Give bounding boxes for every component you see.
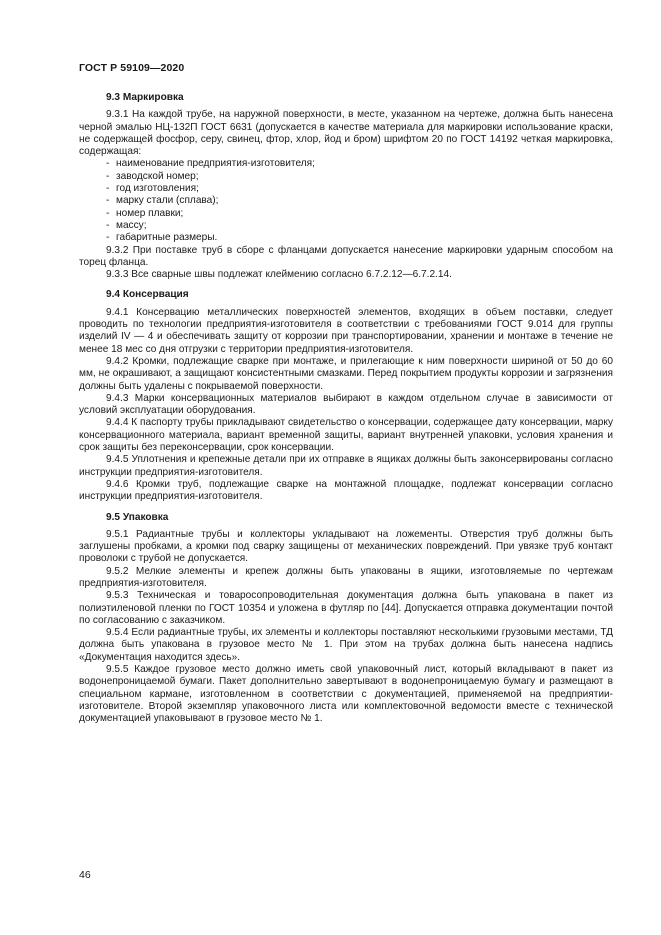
section-title: 9.3 Маркировка	[106, 92, 184, 103]
list-item: - наименование предприятия-изготовителя;	[106, 158, 315, 170]
paragraph: 9.4.4 К паспорту трубы прикладывают свидетельство о консервации, содержащее дату консервации, марку консервационного материала, вариант временной защиты, вариант внутренней упаковки, условия хранения и срок защиты без переконсервации, срок консервации.	[79, 417, 613, 454]
list-item: - год изготовления;	[106, 183, 199, 195]
document-standard-id: ГОСТ Р 59109—2020	[79, 62, 185, 74]
list-item: - номер плавки;	[106, 207, 184, 219]
list-item: - заводской номер;	[106, 170, 199, 182]
document-body	[79, 92, 613, 726]
list-item: - габаритные размеры.	[106, 232, 218, 244]
section-title: 9.5 Упаковка	[106, 511, 169, 523]
section-gap	[79, 504, 613, 512]
list-item: - марку стали (сплава);	[106, 195, 219, 207]
paragraph: 9.4.2 Кромки, подлежащие сварке при монтаже, и прилегающие к ним поверхности шириной от 50 до 60 мм, не окрашивают, а защищают консистентными смазками. Перед покрытием продукты коррозии и загрязнения должны быть удалены с покрываемой поверхности.	[79, 355, 613, 392]
paragraph: 9.5.4 Если радиантные трубы, их элементы и коллекторы поставляют несколькими грузовыми местами, ТД должна быть упакована в грузовое место № 1. При этом на трубах должна быть нанесена надпись «Документация находится здесь».	[79, 627, 613, 663]
paragraph: 9.5.1 Радиантные трубы и коллекторы укладывают на ложементы. Отверстия труб должны быть заглушены пробками, а кромки под сварку защищены от механических повреждений. При увязке труб контакт проволоки с трубой не допускается.	[79, 528, 613, 565]
paragraph: 9.4.1 Консервацию металлических поверхностей элементов, входящих в объем поставки, следует проводить по технологии предприятия-изготовителя в соответствии с требованиями ГОСТ 9.014 для группы изделий IV — 4 и обеспечивать защиту от коррозии при транспортировании, хранении и монтаже в течение не менее 18 мес со дня отгрузки с территории предприятия-изготовителя.	[79, 306, 613, 355]
paragraph: 9.3.2 При поставке труб в сборе с фланцами допускается нанесение маркировки ударным способом на торец фланца.	[79, 244, 613, 268]
section-title: 9.4 Консервация	[106, 289, 189, 301]
paragraph: 9.4.3 Марки консервационных материалов выбирают в каждом отдельном случае в зависимости от условий эксплуатации оборудования.	[79, 392, 613, 417]
paragraph: 9.3.1 На каждой трубе, на наружной поверхности, в месте, указанном на чертеже, должна быть нанесена черной эмалью НЦ-132П ГОСТ 6631 (допускается в качестве материала для маркировки использование краски, не содержащей фосфор, серу, свинец, фтор, хлор, йод и бром) шрифтом 20 по ГОСТ 14192 четкая маркировка, содержащая:	[79, 109, 613, 158]
paragraph: 9.5.3 Техническая и товаросопроводительная документация должна быть упакована в пакет из полиэтиленовой пленки по ГОСТ 10354 и уложена в футляр по [44]. Допускается отправка документации почтой по согласованию с заказчиком.	[79, 590, 613, 626]
section-gap	[79, 281, 613, 289]
section-packaging	[79, 512, 613, 726]
paragraph: 9.5.5 Каждое грузовое место должно иметь свой упаковочный лист, который вкладывают в пакет из водонепроницаемой бумаги. Пакет дополнительно завертывают в водонепроницаемую бумагу и размещают в специальном кармане, изготовленном в соответствии с документацией, применяемой на предприятии-изготовителе. Второй экземпляр упаковочного листа или комплектовочной ведомости вместе с технической документацией упаковывают в грузовое место № 1.	[79, 664, 613, 725]
section-marking	[79, 92, 613, 281]
page-number: 46	[79, 869, 91, 881]
paragraph: 9.3.3 Все сварные швы подлежат клеймению согласно 6.7.2.12—6.7.2.14.	[106, 269, 452, 281]
paragraph: 9.4.6 Кромки труб, подлежащие сварке на монтажной площадке, подлежат консервации согласно инструкции предприятия-изготовителя.	[79, 478, 613, 503]
section-preservation	[79, 289, 613, 503]
paragraph: 9.4.5 Уплотнения и крепежные детали при их отправке в ящиках должны быть законсервированы согласно инструкции предприятия-изготовителя.	[79, 454, 613, 478]
list-item: - массу;	[106, 219, 147, 231]
paragraph: 9.5.2 Мелкие элементы и крепеж должны быть упакованы в ящики, изготовляемые по чертежам предприятия-изготовителя.	[79, 565, 613, 589]
marking-list	[79, 158, 613, 244]
